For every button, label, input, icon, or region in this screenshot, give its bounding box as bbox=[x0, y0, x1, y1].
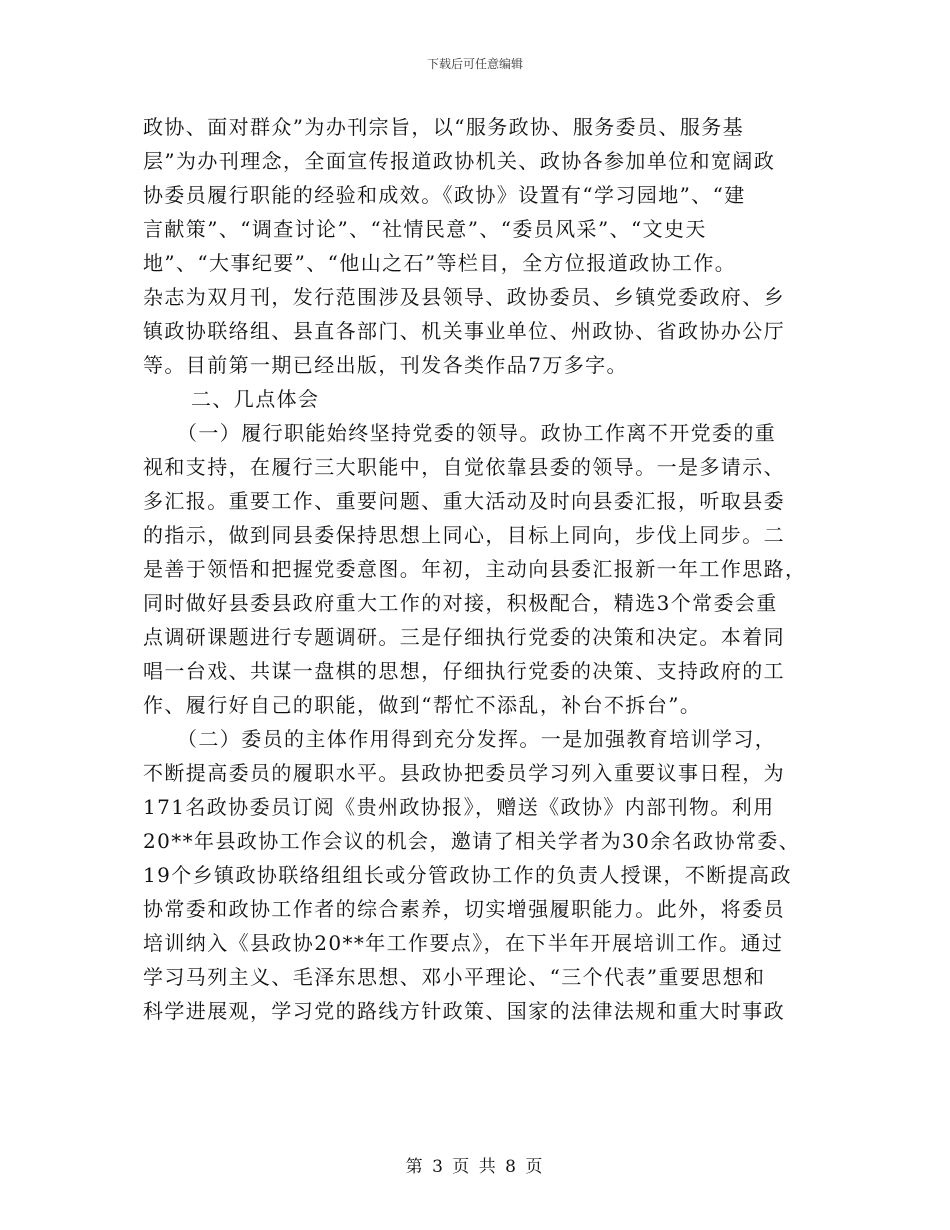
text-line: 171名政协委员订阅《贵州政协报》，赠送《政协》内部刊物。利用 bbox=[143, 795, 775, 819]
text-line: 层”为办刊理念，全面宣传报道政协机关、政协各参加单位和宽阔政 bbox=[143, 149, 776, 173]
text-line: 19个乡镇政协联络组组长或分管政协工作的负责人授课，不断提高政 bbox=[143, 863, 792, 887]
text-line: 多汇报。重要工作、重要问题、重大活动及时向县委汇报，听取县委 bbox=[143, 489, 785, 513]
text-line: 杂志为双月刊，发行范围涉及县领导、政协委员、乡镇党委政府、乡 bbox=[143, 285, 785, 309]
text-line: 地”、“大事纪要”、“他山之石”等栏目，全方位报道政协工作。 bbox=[143, 251, 737, 275]
text-line: 不断提高委员的履职水平。县政协把委员学习列入重要议事日程，为 bbox=[143, 761, 785, 785]
subsection-heading-line: （二）委员的主体作用得到充分发挥。一是加强教育培训学习， bbox=[177, 727, 777, 751]
text-line: 政协、面对群众”为办刊宗旨，以“服务政协、服务委员、服务基 bbox=[143, 115, 745, 139]
text-line: 同时做好县委县政府重大工作的对接，积极配合，精选3个常委会重 bbox=[143, 591, 778, 615]
text-line: 学习马列主义、毛泽东思想、邓小平理论、“三个代表”重要思想和 bbox=[143, 965, 766, 989]
text-line: 协委员履行职能的经验和成效。《政协》设置有“学习园地”、“建 bbox=[143, 183, 746, 207]
page-number: 第 3 页 共 8 页 bbox=[405, 1157, 545, 1177]
section-heading: 二、几点体会 bbox=[191, 387, 320, 411]
text-line: 培训纳入《县政协20**年工作要点》，在下半年开展培训工作。通过 bbox=[143, 931, 784, 955]
text-line: 视和支持，在履行三大职能中，自觉依靠县委的领导。一是多请示、 bbox=[143, 455, 785, 479]
document-body bbox=[143, 110, 807, 1028]
text-line: 唱一台戏、共谋一盘棋的思想，仔细执行党委的决策、支持政府的工 bbox=[143, 659, 785, 683]
text-line: 20**年县政协工作会议的机会，邀请了相关学者为30余名政协常委、 bbox=[143, 829, 801, 853]
text-line: 协常委和政协工作者的综合素养，切实增强履职能力。此外，将委员 bbox=[143, 897, 785, 921]
text-line: 的指示，做到同县委保持思想上同心，目标上同向，步伐上同步。二 bbox=[143, 523, 785, 547]
text-line: 等。目前第一期已经出版，刊发各类作品7万多字。 bbox=[143, 353, 628, 377]
header-note: 下载后可任意编辑 bbox=[426, 57, 523, 71]
text-line: 作、履行好自己的职能，做到“帮忙不添乱，补台不拆台”。 bbox=[143, 693, 702, 717]
subsection-heading-line: （一）履行职能始终坚持党委的领导。政协工作离不开党委的重 bbox=[177, 421, 777, 445]
text-line: 是善于领悟和把握党委意图。年初，主动向县委汇报新一年工作思路， bbox=[143, 557, 807, 581]
text-line: 镇政协联络组、县直各部门、机关事业单位、州政协、省政协办公厅 bbox=[143, 319, 785, 343]
text-line: 点调研课题进行专题调研。三是仔细执行党委的决策和决定。本着同 bbox=[143, 625, 785, 649]
text-line: 言献策”、“调查讨论”、“社情民意”、“委员风采”、“文史天 bbox=[143, 217, 707, 241]
text-line: 科学进展观，学习党的路线方针政策、国家的法律法规和重大时事政 bbox=[143, 999, 785, 1023]
